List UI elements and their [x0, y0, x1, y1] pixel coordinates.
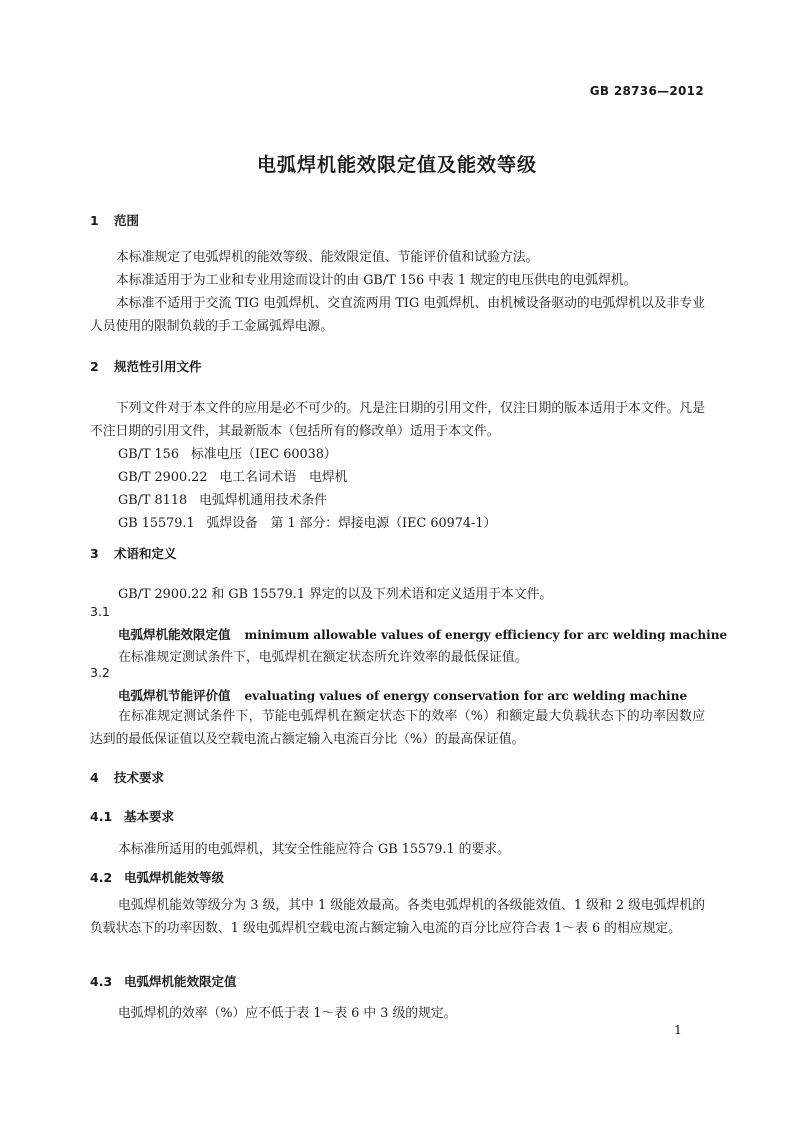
scope-paragraph-1: 本标准规定了电弧焊机的能效等级、能效限定值、节能评价值和试验方法。	[116, 250, 539, 265]
term-definition: 在标准规定测试条件下，电弧焊机在额定状态所允许效率的最低保证值。	[118, 650, 528, 665]
section-4-heading	[90, 768, 164, 786]
subsection-title: 电弧焊机能效限定值	[124, 974, 237, 989]
reference-code: GB 15579.1	[118, 516, 195, 531]
scope-paragraph-2: 本标准适用于为工业和专业用途而设计的由 GB/T 156 中表 1 规定的电压供电的电弧焊机。	[116, 273, 637, 288]
section-title: 范围	[114, 213, 140, 228]
term-heading	[118, 625, 727, 643]
minimum-values-paragraph: 电弧焊机的效率（%）应不低于表 1～表 6 中 3 级的规定。	[118, 1006, 457, 1021]
section-title: 术语和定义	[114, 546, 177, 561]
references-intro-paragraph: 下列文件对于本文件的应用是必不可少的。凡是注日期的引用文件，仅注日期的版本适用于本文件。凡是不注日期的引用文件，其最新版本（包括所有的修改单）适用于本文件。	[90, 401, 705, 439]
subsection-number: 4.2	[90, 870, 113, 885]
subsection-number: 4.1	[90, 809, 113, 824]
section-number: 3	[90, 546, 99, 561]
subsection-4-1-heading	[90, 807, 174, 825]
term-name-en: evaluating values of energy conservation for arc welding machine	[244, 689, 688, 703]
subsection-number: 4.3	[90, 974, 113, 989]
term-heading	[118, 686, 687, 704]
section-title: 技术要求	[114, 770, 165, 785]
section-3-heading	[90, 544, 177, 562]
subsection-4-2-heading	[90, 868, 224, 886]
subsection-title: 电弧焊机能效等级	[124, 870, 225, 885]
scope-paragraph-3: 本标准不适用于交流 TIG 电弧焊机、交直流两用 TIG 电弧焊机、由机械设备驱动的电弧焊机以及非专业人员使用的限制负载的手工金属弧焊电源。	[90, 296, 705, 334]
reference-title: 标准电压（IEC 60038）	[190, 447, 337, 462]
term-definition: 在标准规定测试条件下，节能电弧焊机在额定状态下的效率（%）和额定最大负载状态下的功率因数应达到的最低保证值以及空载电流占额定输入电流百分比（%）的最高保证值。	[90, 709, 705, 747]
reference-item	[118, 466, 347, 485]
reference-code: GB/T 156	[118, 447, 179, 462]
section-number: 1	[90, 213, 99, 228]
section-number: 4	[90, 770, 99, 785]
reference-code: GB/T 2900.22	[118, 470, 208, 485]
document-title: 电弧焊机能效限定值及能效等级	[256, 154, 537, 176]
efficiency-grades-paragraph: 电弧焊机能效等级分为 3 级，其中 1 级能效最高。各类电弧焊机的各级能效值、1 级和 2 级电弧焊机的负载状态下的功率因数、1 级电弧焊机空载电流占额定输入电流的百分比应符合表 1～表 6 的相应规定。	[90, 898, 705, 936]
reference-item	[118, 443, 337, 462]
term-number: 3.2	[90, 665, 110, 680]
term-name-en: minimum allowable values of energy efficiency for arc welding machine	[244, 628, 728, 642]
section-title: 规范性引用文件	[114, 359, 202, 374]
basic-requirements-paragraph: 本标准所适用的电弧焊机，其安全性能应符合 GB 15579.1 的要求。	[118, 842, 510, 857]
section-number: 2	[90, 359, 99, 374]
subsection-4-3-heading	[90, 972, 237, 990]
standard-code: GB 28736—2012	[589, 84, 704, 98]
page-number: 1	[674, 1022, 682, 1037]
reference-code: GB/T 8118	[118, 493, 188, 508]
reference-title: 弧焊设备 第 1 部分：焊接电源（IEC 60974-1）	[206, 516, 497, 531]
reference-item	[118, 512, 496, 531]
reference-title: 电弧焊机通用技术条件	[199, 493, 328, 508]
terms-intro-paragraph: GB/T 2900.22 和 GB 15579.1 界定的以及下列术语和定义适用于本文件。	[118, 587, 553, 602]
subsection-title: 基本要求	[124, 809, 175, 824]
section-1-heading	[90, 211, 139, 229]
term-name-zh: 电弧焊机节能评价值	[118, 688, 231, 703]
section-2-heading	[90, 357, 202, 375]
term-name-zh: 电弧焊机能效限定值	[118, 627, 231, 642]
reference-item	[118, 489, 327, 508]
reference-title: 电工名词术语 电焊机	[219, 470, 348, 485]
term-number: 3.1	[90, 604, 110, 619]
